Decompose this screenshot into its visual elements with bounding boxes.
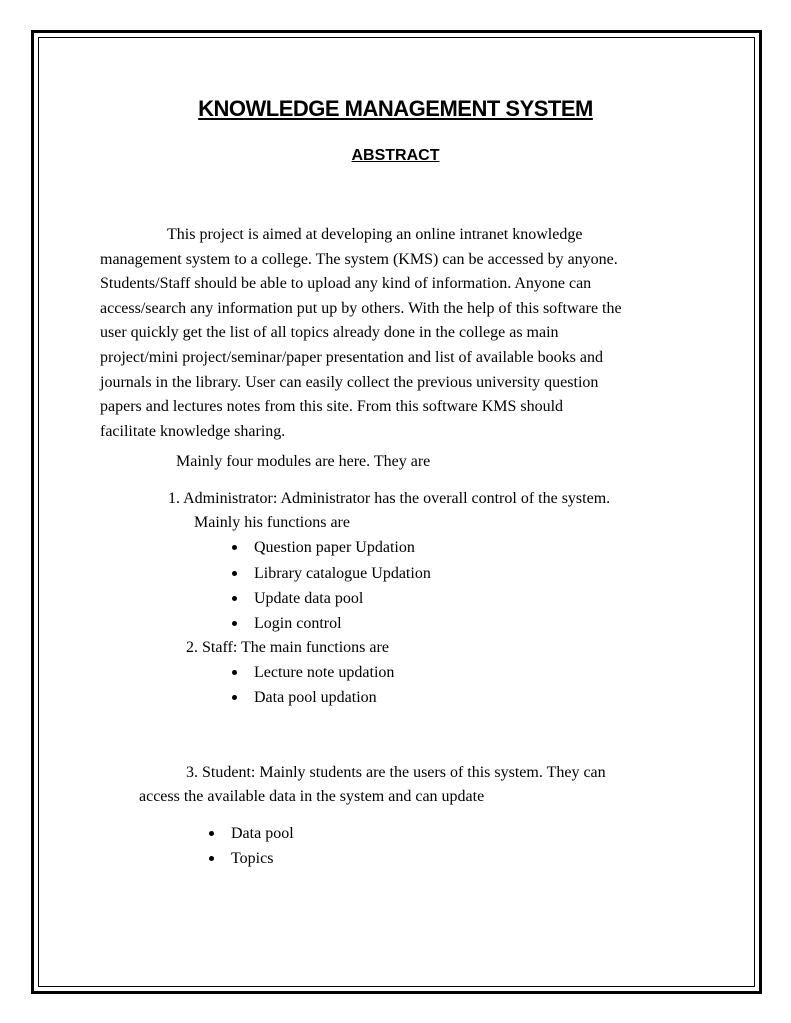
list-item-text: Question paper Updation bbox=[254, 539, 415, 556]
abstract-line: This project is aimed at developing an online intranet knowledge bbox=[167, 226, 583, 243]
admin-module-line-2: Mainly his functions are bbox=[194, 514, 350, 531]
staff-function-item bbox=[232, 664, 394, 682]
bullet-icon bbox=[209, 856, 214, 861]
abstract-line: facilitate knowledge sharing. bbox=[100, 422, 286, 440]
student-function-item bbox=[209, 825, 294, 843]
bullet-icon bbox=[232, 596, 237, 601]
abstract-line: Students/Staff should be able to upload any kind of information. Anyone can bbox=[100, 275, 592, 293]
bullet-icon bbox=[232, 670, 237, 675]
modules-intro: Mainly four modules are here. They are bbox=[176, 453, 431, 470]
list-item-text: Data pool updation bbox=[254, 689, 377, 706]
bullet-icon bbox=[232, 695, 237, 700]
bullet-icon bbox=[232, 571, 237, 576]
admin-function-item bbox=[232, 539, 415, 557]
document-title: KNOWLEDGE MANAGEMENT SYSTEM bbox=[198, 96, 593, 121]
staff-function-item bbox=[232, 689, 377, 707]
list-item-text: Topics bbox=[231, 850, 274, 867]
list-item-text: Lecture note updation bbox=[254, 664, 395, 681]
bullet-icon bbox=[209, 831, 214, 836]
student-function-item bbox=[209, 850, 273, 868]
bullet-icon bbox=[232, 545, 237, 550]
page-border-inner bbox=[38, 37, 755, 987]
staff-module-line: 2. Staff: The main functions are bbox=[186, 639, 389, 656]
student-module-line-2: access the available data in the system and can update bbox=[139, 788, 485, 805]
abstract-heading: ABSTRACT bbox=[351, 147, 440, 164]
admin-module-line: 1. Administrator: Administrator has the overall control of the system. bbox=[168, 490, 611, 507]
abstract-line: project/mini project/seminar/paper presentation and list of available books and bbox=[100, 348, 603, 366]
list-item-text: Library catalogue Updation bbox=[254, 565, 431, 582]
list-item-text: Update data pool bbox=[254, 590, 364, 607]
abstract-line: papers and lectures notes from this site. From this software KMS should bbox=[100, 398, 564, 416]
bullet-icon bbox=[232, 621, 237, 626]
list-item-text: Login control bbox=[254, 615, 342, 632]
abstract-paragraph bbox=[100, 223, 700, 444]
abstract-line: access/search any information put up by others. With the help of this software the bbox=[100, 299, 622, 317]
abstract-line: management system to a college. The system (KMS) can be accessed by anyone. bbox=[100, 250, 618, 268]
admin-function-item bbox=[232, 565, 431, 583]
admin-function-item bbox=[232, 590, 363, 608]
admin-function-item bbox=[232, 615, 342, 633]
abstract-line: user quickly get the list of all topics already done in the college as main bbox=[100, 324, 559, 342]
abstract-line: journals in the library. User can easily collect the previous university question bbox=[100, 373, 599, 391]
list-item-text: Data pool bbox=[231, 825, 294, 842]
student-module-line: 3. Student: Mainly students are the users of this system. They can bbox=[186, 764, 606, 781]
